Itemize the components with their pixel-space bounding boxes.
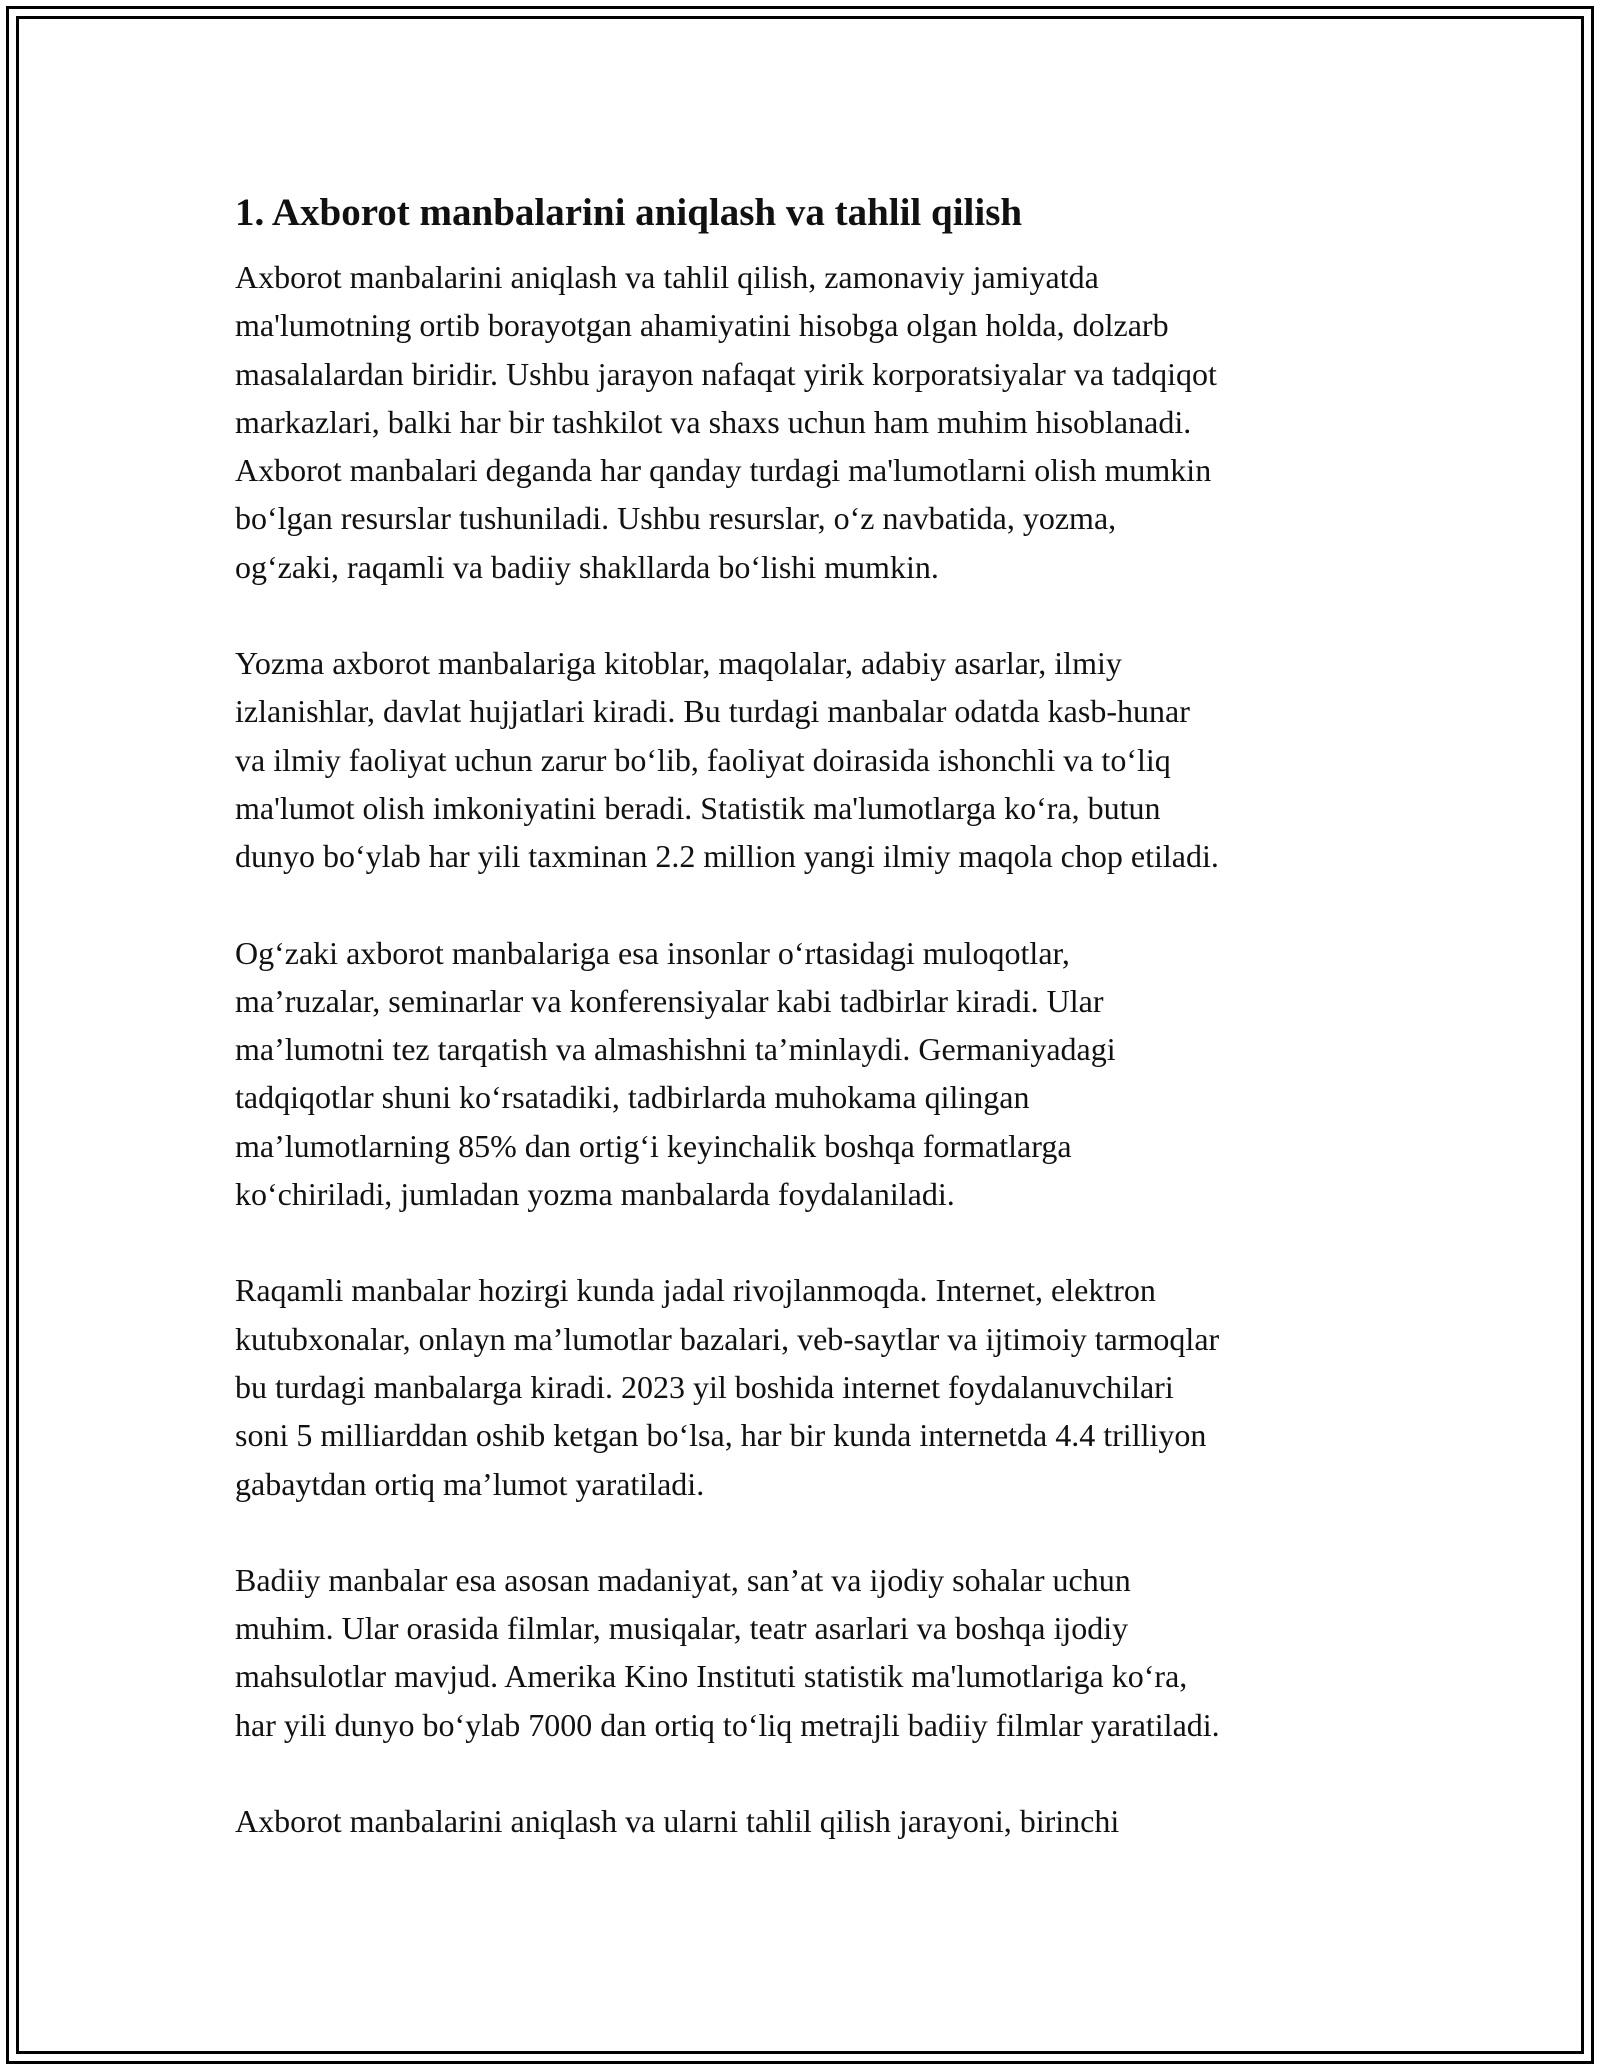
paragraph-line: masalalardan biridir. Ushbu jarayon nafaqat yirik korporatsiyalar va tadqiqot	[235, 355, 1217, 392]
paragraph-line: Badiiy manbalar esa asosan madaniyat, san’at va ijodiy sohalar uchun	[235, 1561, 1131, 1598]
paragraph-6	[235, 1797, 1385, 1845]
paragraph-line: Axborot manbalarini aniqlash va tahlil qilish, zamonaviy jamiyatda	[235, 259, 1099, 295]
paragraph-line: Raqamli manbalar hozirgi kunda jadal rivojlanmoqda. Internet, elektron	[235, 1272, 1156, 1309]
paragraph-line: ma’lumotlarning 85% dan ortig‘i keyinchalik boshqa formatlarga	[235, 1127, 1072, 1164]
paragraph-3	[235, 929, 1385, 1219]
section-heading: 1. Axborot manbalarini aniqlash va tahlil qilish	[235, 191, 1023, 234]
paragraph-line: muhim. Ular orasida filmlar, musiqalar, teatr asarlari va boshqa ijodiy	[235, 1610, 1129, 1647]
paragraph-line: kutubxonalar, onlayn ma’lumotlar bazalari, veb-saytlar va ijtimoiy tarmoqlar	[235, 1320, 1220, 1357]
paragraph-line: ma’ruzalar, seminarlar va konferensiyalar kabi tadbirlar kiradi. Ular	[235, 982, 1104, 1019]
paragraph-line: mahsulotlar mavjud. Amerika Kino Instituti statistik ma'lumotlariga ko‘ra,	[235, 1658, 1188, 1695]
paragraph-line: Axborot manbalari deganda har qanday turdagi ma'lumotlarni olish mumkin	[235, 452, 1212, 489]
paragraph-line: soni 5 milliarddan oshib ketgan bo‘lsa, har bir kunda internetda 4.4 trilliyon	[235, 1417, 1207, 1454]
paragraph-line: tadqiqotlar shuni ko‘rsatadiki, tadbirlarda muhokama qilingan	[235, 1079, 1030, 1116]
paragraph-line: gabaytdan ortiq ma’lumot yaratiladi.	[235, 1465, 705, 1502]
paragraph-line: ma'lumotning ortib borayotgan ahamiyatini hisobga olgan holda, dolzarb	[235, 307, 1169, 344]
paragraph-2	[235, 639, 1385, 880]
paragraph-5	[235, 1556, 1385, 1749]
paragraph-line: izlanishlar, davlat hujjatlari kiradi. Bu turdagi manbalar odatda kasb-hunar	[235, 693, 1190, 730]
paragraph-line: har yili dunyo bo‘ylab 7000 dan ortiq to‘liq metrajli badiiy filmlar yaratiladi.	[235, 1706, 1220, 1743]
paragraph-line: bu turdagi manbalarga kiradi. 2023 yil boshida internet foydalanuvchilari	[235, 1368, 1174, 1405]
paragraph-line: dunyo bo‘ylab har yili taxminan 2.2 million yangi ilmiy maqola chop etiladi.	[235, 838, 1219, 875]
paragraph-line: ma’lumotni tez tarqatish va almashishni ta’minlaydi. Germaniyadagi	[235, 1031, 1116, 1068]
paragraphs-container	[235, 253, 1385, 1845]
paragraph-line: ko‘chiriladi, jumladan yozma manbalarda foydalaniladi.	[235, 1176, 955, 1213]
paragraph-line: Og‘zaki axborot manbalariga esa insonlar o‘rtasidagi muloqotlar,	[235, 934, 1070, 971]
paragraph-line: Axborot manbalarini aniqlash va ularni tahlil qilish jarayoni, birinchi	[235, 1803, 1120, 1840]
document-body	[235, 185, 1385, 1893]
paragraph-line: og‘zaki, raqamli va badiiy shakllarda bo‘lishi mumkin.	[235, 548, 939, 585]
paragraph-1	[235, 253, 1385, 591]
paragraph-line: va ilmiy faoliyat uchun zarur bo‘lib, faoliyat doirasida ishonchli va to‘liq	[235, 741, 1171, 778]
paragraph-line: markazlari, balki har bir tashkilot va shaxs uchun ham muhim hisoblanadi.	[235, 403, 1192, 440]
paragraph-line: Yozma axborot manbalariga kitoblar, maqolalar, adabiy asarlar, ilmiy	[235, 645, 1122, 682]
paragraph-line: bo‘lgan resurslar tushuniladi. Ushbu resurslar, o‘z navbatida, yozma,	[235, 500, 1117, 537]
paragraph-line: ma'lumot olish imkoniyatini beradi. Statistik ma'lumotlarga ko‘ra, butun	[235, 789, 1161, 826]
paragraph-4	[235, 1266, 1385, 1507]
